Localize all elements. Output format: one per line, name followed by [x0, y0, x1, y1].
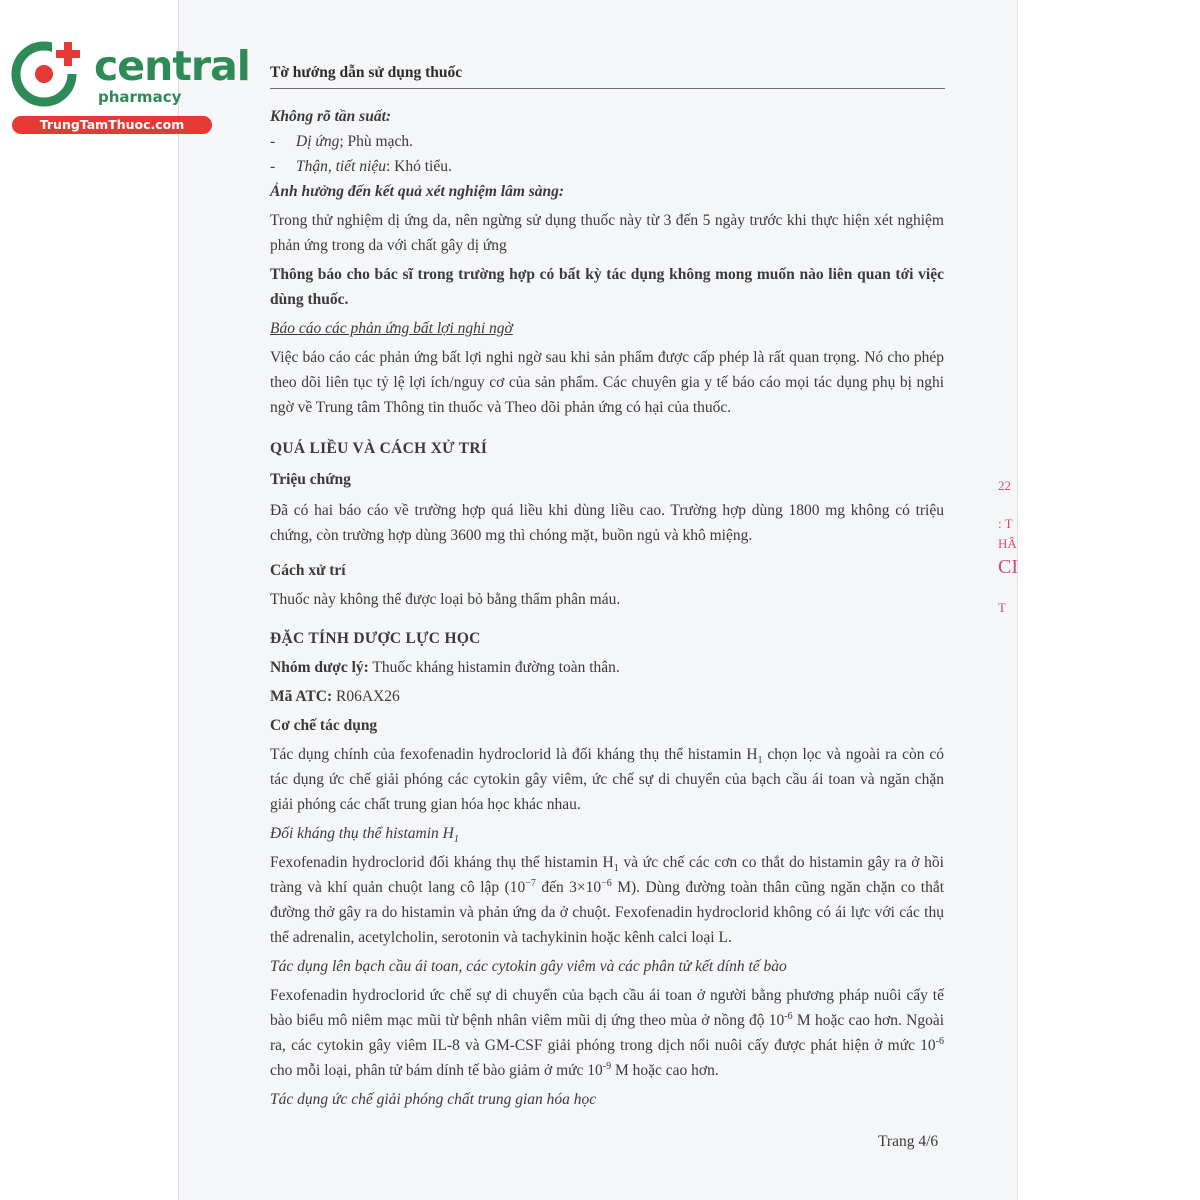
logo-subtitle: pharmacy	[98, 88, 182, 106]
symptoms-paragraph: Đã có hai báo cáo về trường hợp quá liều khi dùng liều cao. Trường hợp dùng 1800 mg không có triệu chứng, còn trường hợp dùng 3600 mg thì chóng mặt, buồn ngủ và khô miệng.	[270, 502, 944, 544]
stamp-text-5: T	[998, 600, 1006, 615]
logo-url-badge[interactable]: TrungTamThuoc.com	[12, 116, 212, 134]
atc-code	[270, 684, 944, 709]
report-heading: Báo cáo các phản ứng bất lợi nghi ngờ	[270, 320, 513, 337]
doctor-notice: Thông báo cho bác sĩ trong trường hợp có bất kỳ tác dụng không mong muốn nào liên quan tới việc dùng thuốc.	[270, 266, 944, 308]
pharmacologic-group	[270, 655, 944, 680]
mediator-release-heading: Tác dụng ức chế giải phóng chất trung gian hóa học	[270, 1091, 597, 1108]
treatment-heading: Cách xử trí	[270, 562, 346, 579]
frequency-heading: Không rõ tần suất:	[270, 108, 392, 125]
atc-label: Mã ATC:	[270, 688, 333, 705]
mechanism-heading: Cơ chế tác dụng	[270, 717, 378, 734]
stamp-text-4: CI	[998, 556, 1018, 578]
document-header: Tờ hướng dẫn sử dụng thuốc	[270, 64, 945, 89]
pharmacodynamics-section-title: ĐẶC TÍNH DƯỢC LỰC HỌC	[270, 630, 481, 647]
list-item-text: ; Phù mạch.	[339, 133, 413, 150]
report-paragraph: Việc báo cáo các phản ứng bất lợi nghi ngờ sau khi sản phẩm được cấp phép là rất quan trọng. Nó cho phép theo dõi liên tục tỷ lệ lợi ích/nguy cơ của sản phẩm. Các chuyên gia y tế báo cáo mọi tác dụng phụ bị nghi ngờ về Trung tâm Thông tin thuốc và Theo dõi phản ứng có hại của thuốc.	[270, 349, 944, 416]
list-item: - Thận, tiết niệu: Khó tiểu.	[270, 158, 452, 175]
eosinophil-paragraph: Fexofenadin hydroclorid ức chế sự di chuyển của bạch cầu ái toan ở người bằng phương pháp nuôi cấy tế bào biểu mô niêm mạc mũi từ bệnh nhân viêm mũi dị ứng theo mùa ở nồng độ $10^{-6}$ M hoặc cao hơn. Ngoài ra, các cytokin gây viêm IL-8 và GM-CSF giải phóng trong dịch nổi nuôi cấy được phát hiện ở mức $10^{-6}$ cho mỗi loại, phân tử bám dính tế bào giảm ở mức $10^{-9}$ M hoặc cao hơn.	[270, 987, 945, 1079]
overdose-section-title: QUÁ LIỀU VÀ CÁCH XỬ TRÍ	[270, 440, 488, 457]
central-pharmacy-logo[interactable]	[8, 36, 250, 136]
h1-antagonism-paragraph: Fexofenadin hydroclorid đối kháng thụ thể histamin $H_1$ và ức chế các cơn co thắt do histamin gây ra ở hồi tràng và khí quản chuột lang cô lập ($10^{-7}$ đến $3\times 10^{-6}$ M). Dùng đường toàn thân cũng ngăn chặn co thắt đường thở gây ra do histamin và phản ứng da ở chuột. Fexofenadin hydroclorid không có ái lực với các thụ thể adrenalin, acetylcholin, serotonin và tachykinin hoặc kênh calci loại L.	[270, 854, 945, 946]
logo-wordmark: central	[94, 42, 250, 90]
mechanism-paragraph: Tác dụng chính của fexofenadin hydroclorid là đối kháng thụ thể histamin $H_1$ chọn lọc và ngoài ra còn có tác dụng ức chế giải phóng các cytokin gây viêm, ức chế sự di chuyển của bạch cầu ái toan và ngăn chặn giải phóng các chất trung gian hóa học khác nhau.	[270, 746, 945, 813]
stamp-text-1: 22	[998, 478, 1011, 493]
page-number: Trang 4/6	[878, 1133, 939, 1150]
eosinophil-heading: Tác dụng lên bạch cầu ái toan, các cytokin gây viêm và các phân tử kết dính tế bào	[270, 958, 787, 975]
atc-value: R06AX26	[332, 688, 400, 705]
list-item-text: : Khó tiểu.	[385, 158, 452, 175]
symptoms-heading: Triệu chứng	[270, 471, 351, 488]
list-item-label: Thận, tiết niệu	[296, 158, 386, 175]
stamp-text-3: HÂ	[998, 536, 1017, 551]
group-value: Thuốc kháng histamin đường toàn thân.	[368, 659, 620, 676]
stamp-text-2: : T	[998, 516, 1013, 531]
red-stamp-fragment	[998, 470, 1020, 630]
lab-test-heading: Ảnh hưởng đến kết quả xét nghiệm lâm sàng:	[270, 183, 565, 200]
h1-antagonism-heading: Đối kháng thụ thể histamin $H_1$	[270, 825, 459, 846]
lab-test-paragraph: Trong thử nghiệm dị ứng da, nên ngừng sử dụng thuốc này từ 3 đến 5 ngày trước khi thực hiện xét nghiệm phản ứng trong da với chất gây dị ứng	[270, 212, 944, 254]
document-body	[270, 104, 944, 1112]
pharmacy-cross-icon	[8, 36, 92, 112]
list-item: - Dị ứng; Phù mạch.	[270, 133, 413, 150]
treatment-paragraph: Thuốc này không thể được loại bỏ bằng thẩm phân máu.	[270, 591, 621, 608]
group-label: Nhóm dược lý:	[270, 659, 369, 676]
list-item-label: Dị ứng	[296, 133, 340, 150]
